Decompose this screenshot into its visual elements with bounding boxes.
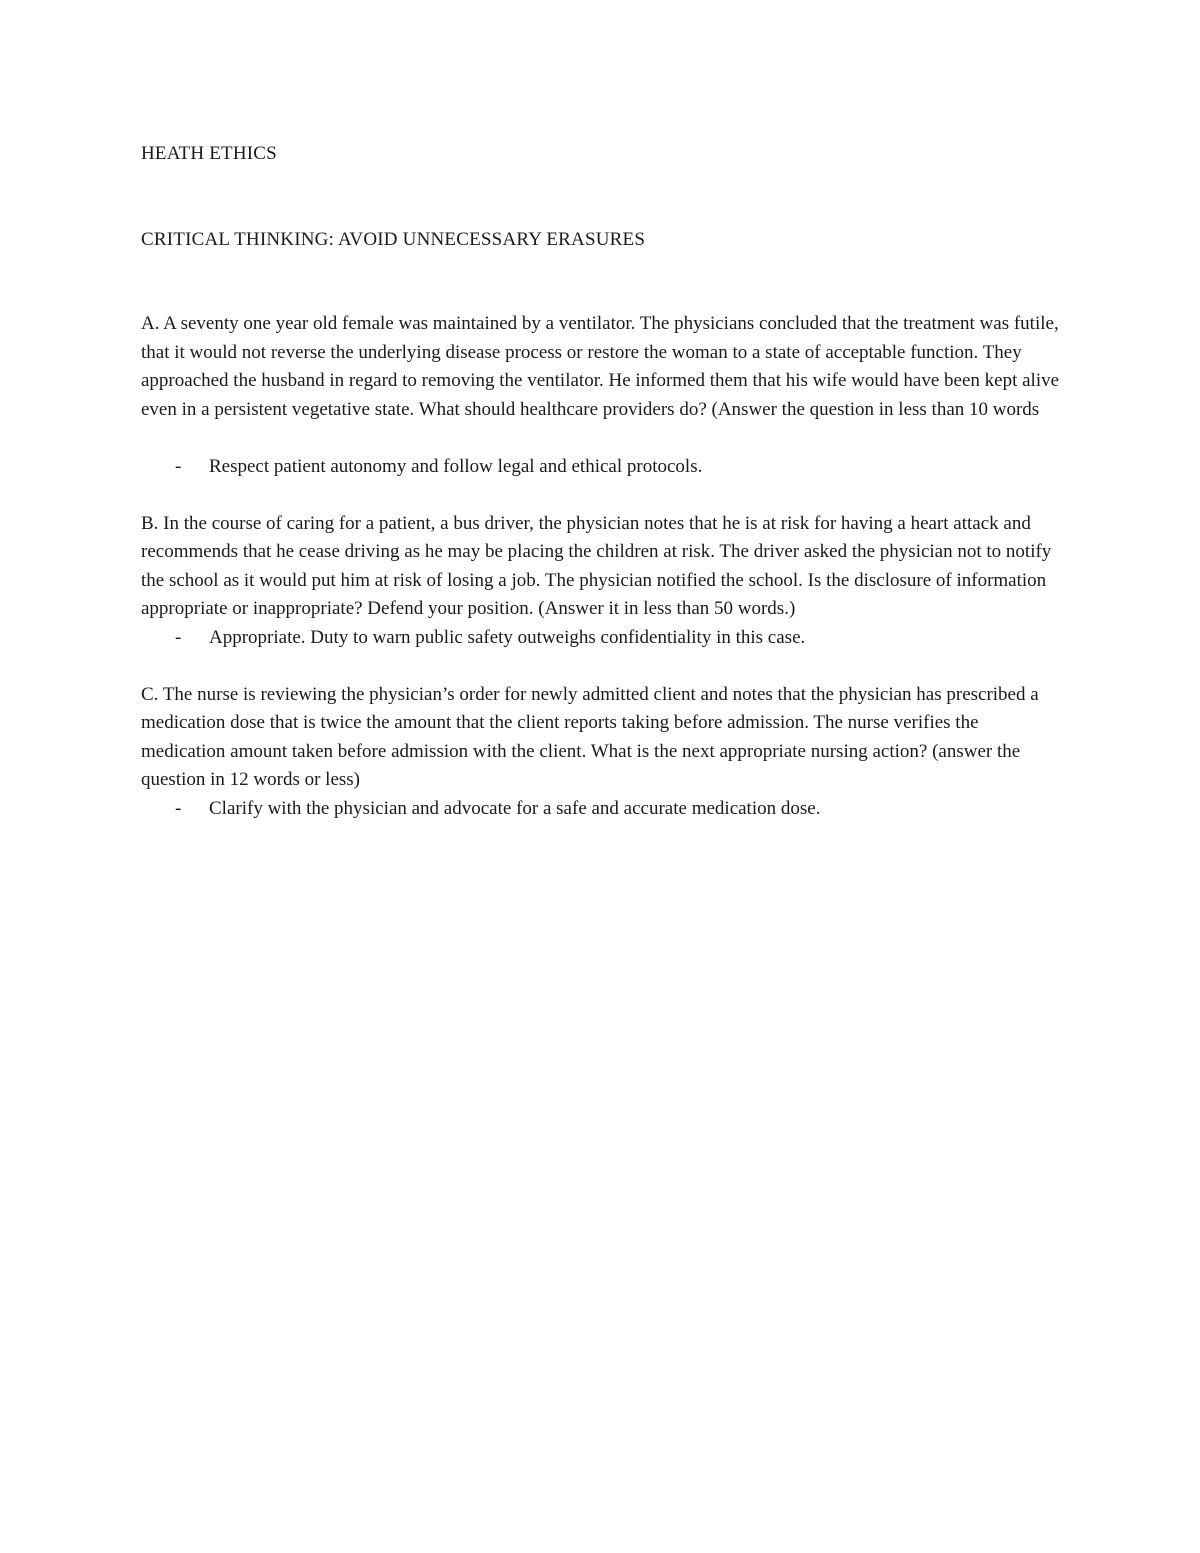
document-title: HEATH ETHICS — [141, 143, 277, 164]
document-subtitle: CRITICAL THINKING: AVOID UNNECESSARY ERASURES — [141, 228, 646, 250]
answer-bullet: - — [175, 797, 182, 819]
question-a-text: A. A seventy one year old female was maintained by a ventilator. The physicians concluded that the treatment was futile, that it would not reverse the underlying disease process or restore the woman to a state of acceptable function. They approached the husband in regard to removing the ventilator. He informed them that his wife would have been kept alive even in a persistent vegetative state. What should healthcare providers do? (Answer the question in less than 10 words — [141, 313, 1060, 420]
document-body — [141, 140, 1061, 823]
question-c-answer — [141, 795, 1061, 824]
answer-text: Clarify with the physician and advocate for a safe and accurate medication dose. — [209, 797, 821, 819]
answer-text: Appropriate. Duty to warn public safety outweighs confidentiality in this case. — [209, 626, 806, 648]
question-a-answer — [141, 453, 1061, 482]
answer-text: Respect patient autonomy and follow legal and ethical protocols. — [209, 455, 703, 477]
answer-bullet: - — [175, 455, 182, 477]
question-c-text: C. The nurse is reviewing the physician’s order for newly admitted client and notes that the physician has prescribed a medication dose that is twice the amount that the client reports taking before admission. The nurse verifies the medication amount taken before admission with the client. What is the next appropriate nursing action? (answer the question in 12 words or less) — [141, 683, 1039, 790]
question-b-text: B. In the course of caring for a patient, a bus driver, the physician notes that he is at risk for having a heart attack and recommends that he cease driving as he may be placing the children at risk. The driver asked the physician not to notify the school as it would put him at risk of losing a job. The physician notified the school. Is the disclosure of information appropriate or inappropriate? Defend your position. (Answer it in less than 50 words.) — [141, 512, 1052, 619]
question-b-answer — [141, 624, 1061, 653]
answer-bullet: - — [175, 626, 182, 648]
